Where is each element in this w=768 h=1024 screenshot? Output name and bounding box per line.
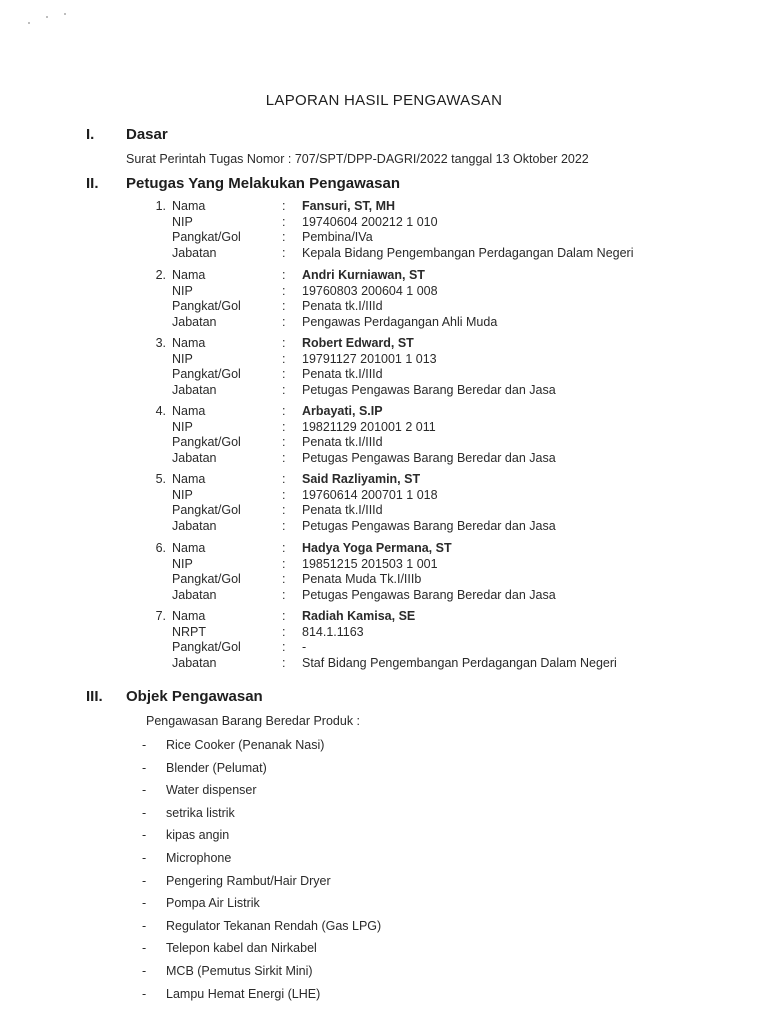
field-label: NIP (172, 419, 193, 434)
officer-name: Said Razliyamin, ST (302, 472, 421, 486)
field-label: Pangkat/Gol (172, 230, 241, 244)
field-value: Petugas Pengawas Barang Beredar dan Jasa (302, 382, 556, 397)
object-label: Water dispenser (166, 783, 257, 798)
field-label: Nama (172, 268, 206, 282)
field-label: Jabatan (172, 314, 217, 329)
list-dash: - (142, 760, 147, 775)
field-colon: : (282, 503, 286, 517)
list-dash: - (142, 986, 147, 1001)
field-colon: : (282, 268, 286, 282)
field-label: Jabatan (172, 382, 217, 397)
section-title: Objek Pengawasan (126, 688, 263, 705)
object-label: Blender (Pelumat) (166, 760, 267, 775)
basis-text: Surat Perintah Tugas Nomor : 707/SPT/DPP-DAGRI/2022 tanggal 13 Oktober 2022 (126, 152, 589, 166)
field-colon: : (282, 283, 286, 298)
officer-number: 6. (155, 541, 166, 555)
field-colon: : (282, 624, 286, 639)
officer-number: 4. (155, 404, 166, 418)
field-colon: : (282, 245, 286, 260)
section-number: II. (86, 175, 99, 192)
field-label: Nama (172, 609, 206, 623)
field-value: 19760614 200701 1 018 (302, 487, 438, 502)
section-number: III. (86, 688, 103, 705)
officer-number: 2. (155, 268, 166, 282)
field-colon: : (282, 655, 286, 670)
field-colon: : (282, 404, 286, 418)
field-colon: : (282, 419, 286, 434)
list-dash: - (142, 941, 147, 956)
field-colon: : (282, 435, 286, 449)
field-colon: : (282, 230, 286, 244)
field-label: NIP (172, 556, 193, 571)
field-value: - (302, 640, 307, 654)
field-colon: : (282, 587, 286, 602)
field-colon: : (282, 199, 286, 213)
field-colon: : (282, 556, 286, 571)
field-value: Petugas Pengawas Barang Beredar dan Jasa (302, 518, 556, 533)
field-label: Pangkat/Gol (172, 503, 241, 517)
field-label: Nama (172, 472, 206, 486)
field-colon: : (282, 487, 286, 502)
officer-name: Arbayati, S.IP (302, 404, 383, 418)
field-colon: : (282, 336, 286, 350)
field-value: 19760803 200604 1 008 (302, 283, 438, 298)
field-colon: : (282, 572, 286, 586)
field-colon: : (282, 214, 286, 229)
object-label: Pengering Rambut/Hair Dryer (166, 873, 331, 888)
officer-name: Robert Edward, ST (302, 336, 414, 350)
officer-name: Radiah Kamisa, SE (302, 609, 416, 623)
list-dash: - (142, 805, 147, 820)
object-label: Pompa Air Listrik (166, 896, 260, 911)
list-dash: - (142, 850, 147, 865)
list-dash: - (142, 738, 147, 752)
field-value: Penata Muda Tk.I/IIIb (302, 572, 422, 586)
list-dash: - (142, 918, 147, 933)
field-colon: : (282, 541, 286, 555)
field-colon: : (282, 367, 286, 381)
field-colon: : (282, 640, 286, 654)
object-label: kipas angin (166, 828, 230, 843)
field-value: 814.1.1163 (302, 624, 364, 639)
field-label: NIP (172, 283, 193, 298)
field-value: Petugas Pengawas Barang Beredar dan Jasa (302, 587, 556, 602)
field-label: Nama (172, 336, 206, 350)
officer-number: 7. (155, 609, 166, 623)
field-colon: : (282, 450, 286, 465)
field-value: Staf Bidang Pengembangan Perdagangan Dalam Negeri (302, 655, 617, 670)
field-value: Kepala Bidang Pengembangan Perdagangan Dalam Negeri (302, 245, 634, 260)
field-label: NIP (172, 351, 193, 366)
officer-name: Andri Kurniawan, ST (302, 268, 425, 282)
field-label: Pangkat/Gol (172, 572, 241, 586)
field-colon: : (282, 314, 286, 329)
field-value: 19851215 201503 1 001 (302, 556, 438, 571)
field-colon: : (282, 382, 286, 397)
field-label: Nama (172, 199, 206, 213)
list-dash: - (142, 783, 147, 798)
field-label: NRPT (172, 624, 207, 639)
officer-number: 5. (155, 472, 166, 486)
list-dash: - (142, 896, 147, 911)
officer-name: Hadya Yoga Permana, ST (302, 541, 452, 555)
object-label: Rice Cooker (Penanak Nasi) (166, 738, 325, 752)
list-dash: - (142, 963, 147, 978)
field-value: Pembina/IVa (302, 230, 373, 244)
scan-speck (64, 13, 66, 15)
field-value: Penata tk.I/IIId (302, 435, 383, 449)
field-label: Jabatan (172, 518, 217, 533)
field-label: Jabatan (172, 245, 217, 260)
document-title: LAPORAN HASIL PENGAWASAN (265, 92, 503, 109)
field-colon: : (282, 518, 286, 533)
field-value: Penata tk.I/IIId (302, 503, 383, 517)
field-colon: : (282, 609, 286, 623)
officer-number: 3. (155, 336, 166, 350)
object-label: MCB (Pemutus Sirkit Mini) (166, 963, 313, 978)
field-value: 19821129 201001 2 011 (302, 419, 436, 434)
field-value: Petugas Pengawas Barang Beredar dan Jasa (302, 450, 556, 465)
field-colon: : (282, 299, 286, 313)
field-value: Penata tk.I/IIId (302, 299, 383, 313)
object-label: Lampu Hemat Energi (LHE) (166, 986, 321, 1001)
officer-number: 1. (155, 199, 166, 213)
section-number: I. (86, 126, 95, 143)
object-label: Telepon kabel dan Nirkabel (166, 941, 317, 956)
list-dash: - (142, 828, 147, 843)
field-label: Jabatan (172, 450, 217, 465)
field-value: 19791127 201001 1 013 (302, 351, 437, 366)
field-label: Pangkat/Gol (172, 367, 241, 381)
field-label: Pangkat/Gol (172, 299, 241, 313)
field-label: NIP (172, 214, 193, 229)
field-value: Penata tk.I/IIId (302, 367, 383, 381)
section-title: Petugas Yang Melakukan Pengawasan (126, 175, 400, 192)
object-intro: Pengawasan Barang Beredar Produk : (146, 714, 361, 728)
object-label: setrika listrik (166, 805, 235, 820)
scan-speck (28, 22, 30, 24)
officer-name: Fansuri, ST, MH (302, 199, 396, 213)
field-label: Pangkat/Gol (172, 435, 241, 449)
field-label: Jabatan (172, 587, 217, 602)
field-label: Nama (172, 404, 206, 418)
list-dash: - (142, 873, 147, 888)
field-value: 19740604 200212 1 010 (302, 214, 438, 229)
field-value: Pengawas Perdagangan Ahli Muda (302, 314, 498, 329)
object-label: Microphone (166, 850, 232, 865)
field-label: NIP (172, 487, 193, 502)
field-label: Nama (172, 541, 206, 555)
field-colon: : (282, 351, 286, 366)
section-title: Dasar (126, 126, 168, 143)
field-colon: : (282, 472, 286, 486)
object-label: Regulator Tekanan Rendah (Gas LPG) (166, 918, 382, 933)
field-label: Pangkat/Gol (172, 640, 241, 654)
field-label: Jabatan (172, 655, 217, 670)
scan-speck (46, 16, 48, 18)
